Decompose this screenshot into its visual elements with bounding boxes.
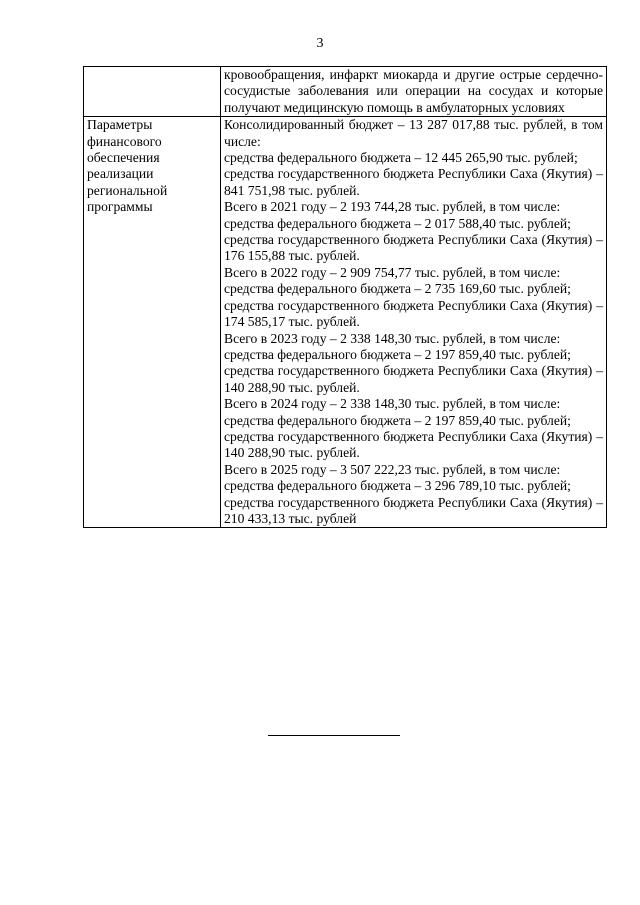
budget-line: средства федерального бюджета – 2 017 588,40 тыс. рублей; xyxy=(224,215,571,231)
budget-line: средства федерального бюджета – 2 197 859,40 тыс. рублей; xyxy=(224,346,571,362)
budget-line: средства федерального бюджета – 2 735 169,60 тыс. рублей; xyxy=(224,281,571,297)
row-value-cell: кровообращения, инфаркт миокарда и другие острые сердечно-сосудистые заболевания или операции на сосудах и которые получают медицинскую помощь в амбулаторных условиях xyxy=(221,67,607,117)
budget-line: Всего в 2022 году – 2 909 754,77 тыс. рублей, в том числе: xyxy=(224,264,561,280)
budget-line: средства государственного бюджета Республики Саха (Якутия) – 174 585,17 тыс. рублей. xyxy=(224,297,603,330)
budget-line: средства государственного бюджета Республики Саха (Якутия) – 140 288,90 тыс. рублей. xyxy=(224,428,603,461)
financing-parameters-label: Параметры финансового обеспечения реализации региональной программы xyxy=(84,117,221,528)
row-label-cell xyxy=(84,67,221,117)
table-row xyxy=(84,117,607,528)
table-row xyxy=(84,67,607,117)
budget-line: средства федерального бюджета – 3 296 789,10 тыс. рублей; xyxy=(224,478,571,494)
budget-line: средства государственного бюджета Республики Саха (Якутия) – 176 155,88 тыс. рублей. xyxy=(224,232,603,264)
budget-line: Всего в 2024 году – 2 338 148,30 тыс. рублей, в том числе: xyxy=(224,396,561,412)
budget-line: Консолидированный бюджет – 13 287 017,88 тыс. рублей, в том числе: xyxy=(224,117,603,149)
budget-line: Всего в 2021 году – 2 193 744,28 тыс. рублей, в том числе: xyxy=(224,199,561,215)
budget-line: Всего в 2023 году – 2 338 148,30 тыс. рублей, в том числе: xyxy=(224,330,561,346)
program-parameters-table xyxy=(83,66,607,528)
budget-line: средства федерального бюджета – 2 197 859,40 тыс. рублей; xyxy=(224,412,571,428)
budget-line: средства государственного бюджета Республики Саха (Якутия) – 210 433,13 тыс. рублей xyxy=(224,494,603,526)
end-of-document-rule xyxy=(268,735,400,736)
budget-line: средства федерального бюджета – 12 445 265,90 тыс. рублей; xyxy=(224,150,578,166)
budget-line: средства государственного бюджета Республики Саха (Якутия) – 140 288,90 тыс. рублей. xyxy=(224,363,603,395)
page-number: 3 xyxy=(316,36,324,51)
budget-line: средства государственного бюджета Республики Саха (Якутия) – 841 751,98 тыс. рублей. xyxy=(224,166,603,198)
financing-parameters-value xyxy=(221,117,607,528)
budget-line: Всего в 2025 году – 3 507 222,23 тыс. рублей, в том числе: xyxy=(224,461,561,477)
